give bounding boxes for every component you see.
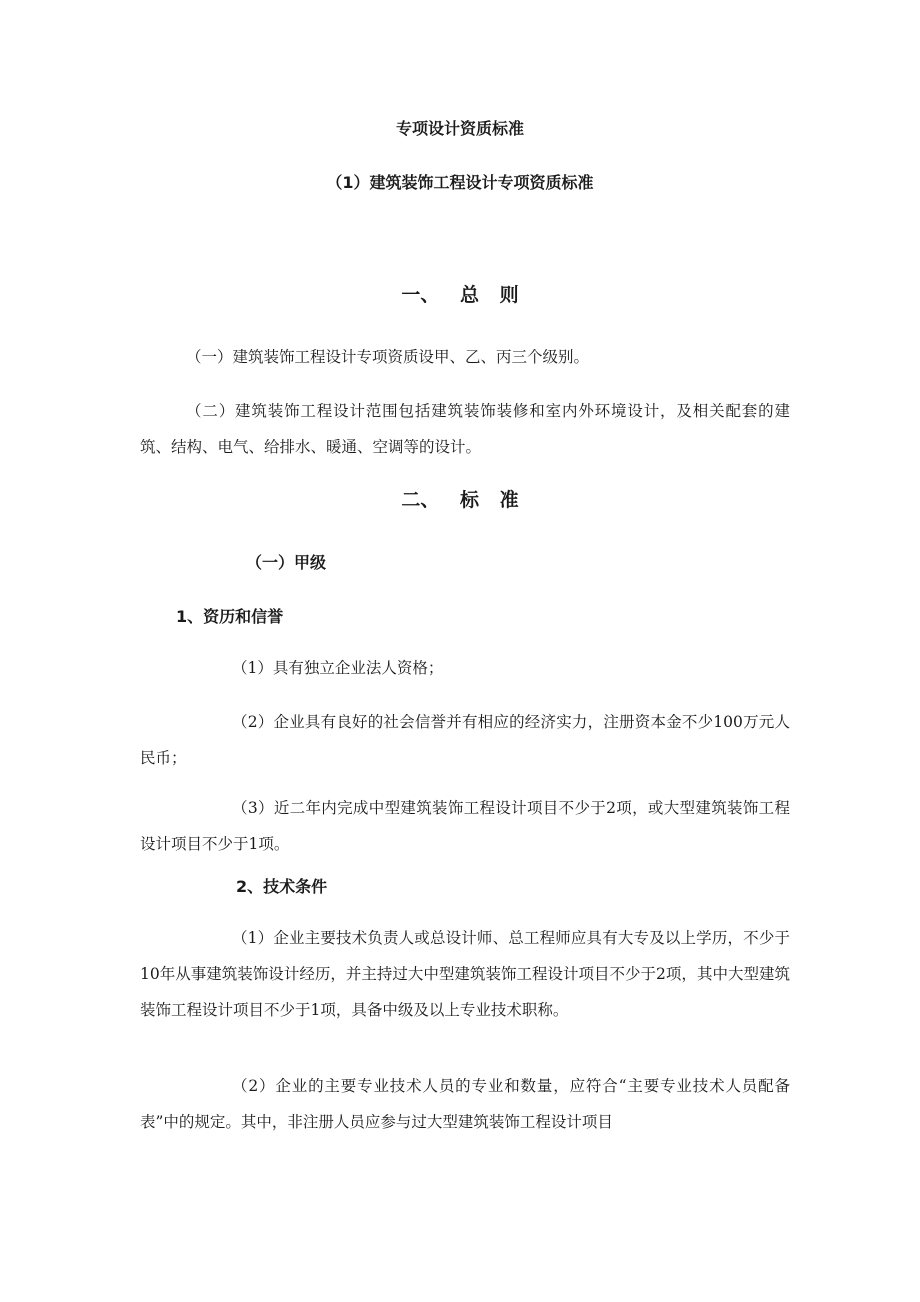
qualification-item-2: （2）企业具有良好的社会信誉并有相应的经济实力，注册资本金不少100万元人民币；: [140, 713, 790, 767]
document-subtitle: （1）建筑装饰工程设计专项资质标准: [326, 173, 594, 192]
section-heading-general: 一、 总 则: [401, 284, 519, 306]
document-title: 专项设计资质标准: [395, 119, 524, 138]
technical-item-1: （1）企业主要技术负责人或总设计师、总工程师应具有大专及以上学历，不少于10年从事建筑装饰设计经历，并主持过大中型建筑装饰工程设计项目不少于2项，其中大型建筑装饰工程设计项目不少于1项，具备中级及以上专业技术职称。: [140, 929, 790, 1019]
technical-item-2: （2）企业的主要专业技术人员的专业和数量，应符合“主要专业技术人员配备表”中的规定。其中，非注册人员应参与过大型建筑装饰工程设计项目: [140, 1077, 790, 1131]
qualification-item-3: （3）近二年内完成中型建筑装饰工程设计项目不少于2项，或大型建筑装饰工程设计项目不少于1项。: [140, 799, 790, 853]
qualification-heading: 1、资历和信誉: [176, 607, 284, 626]
grade-a-heading: （一）甲级: [246, 553, 327, 572]
technical-heading: 2、技术条件: [236, 877, 328, 896]
paragraph-levels-text: （一）建筑装饰工程设计专项资质设甲、乙、丙三个级别。: [186, 348, 590, 366]
section-heading-standards: 二、 标 准: [401, 489, 519, 511]
qualification-item-1: （1）具有独立企业法人资格；: [232, 659, 444, 677]
paragraph-scope: （二）建筑装饰工程设计范围包括建筑装饰装修和室内外环境设计，及相关配套的建筑、结构、电气、给排水、暖通、空调等的设计。: [140, 402, 790, 456]
paragraph-levels: [140, 339, 790, 375]
